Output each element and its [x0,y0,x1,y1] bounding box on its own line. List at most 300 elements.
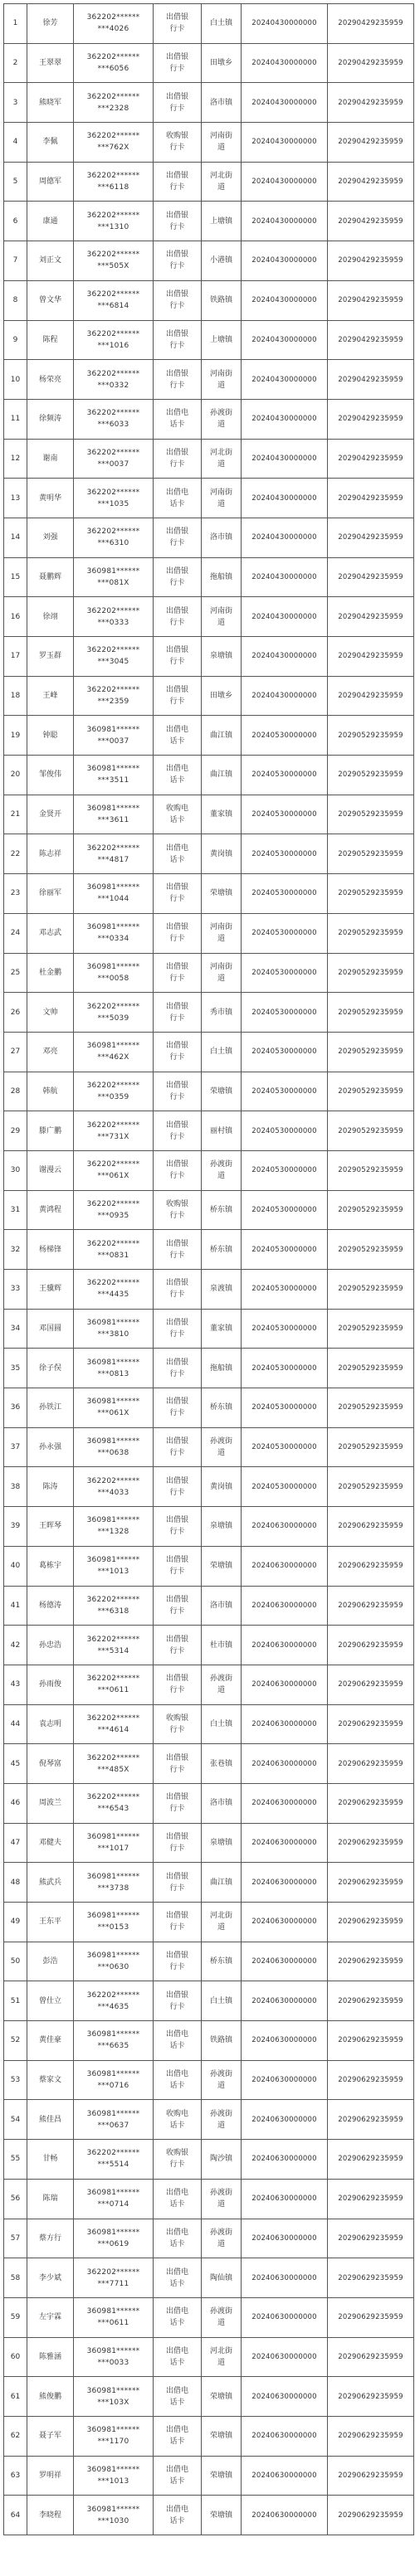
person-name-cell: 曾仕立 [27,1981,74,2021]
id-number-cell: 362202****** ***6318 [74,1586,154,1626]
id-number-cell: 360981****** ***6635 [74,2021,154,2061]
id-number-cell: 360981****** ***1013 [74,2456,154,2496]
start-date-cell: 20240430000000 [242,597,328,637]
row-number-cell: 7 [4,241,27,281]
end-date-cell: 20290529235959 [328,953,414,993]
end-date-cell: 20290529235959 [328,1072,414,1111]
end-date-cell: 20290629235959 [328,2297,414,2337]
person-name-cell: 陈瑞 [27,2179,74,2219]
table-row [4,1349,414,1388]
end-date-cell: 20290629235959 [328,2060,414,2100]
table-row [4,2297,414,2337]
start-date-cell: 20240430000000 [242,4,328,44]
row-number-cell: 9 [4,320,27,360]
id-number-cell: 360981****** ***0033 [74,2337,154,2377]
table-row [4,1665,414,1704]
start-date-cell: 20240530000000 [242,1190,328,1230]
violation-type-cell: 出借银 行卡 [154,1981,202,2021]
end-date-cell: 20290429235959 [328,399,414,439]
violation-type-cell: 出借电 话卡 [154,2337,202,2377]
violation-type-cell: 出借电 话卡 [154,2496,202,2535]
end-date-cell: 20290429235959 [328,676,414,716]
id-number-cell: 362202****** ***485X [74,1744,154,1784]
person-name-cell: 邓国圆 [27,1309,74,1349]
person-name-cell: 徐芳 [27,4,74,44]
start-date-cell: 20240630000000 [242,1863,328,1903]
end-date-cell: 20290429235959 [328,162,414,202]
end-date-cell: 20290629235959 [328,2377,414,2417]
start-date-cell: 20240530000000 [242,1467,328,1507]
id-number-cell: 362202****** ***061X [74,1150,154,1190]
id-number-cell: 362202****** ***6814 [74,280,154,320]
violation-type-cell: 出借银 行卡 [154,1507,202,1547]
end-date-cell: 20290429235959 [328,4,414,44]
town-cell: 孙渡街 道 [202,2179,242,2219]
violation-type-cell: 出借银 行卡 [154,320,202,360]
start-date-cell: 20240430000000 [242,518,328,557]
id-number-cell: 360981****** ***0334 [74,913,154,953]
violation-type-cell: 出借银 行卡 [154,1546,202,1586]
start-date-cell: 20240530000000 [242,756,328,795]
start-date-cell: 20240430000000 [242,637,328,677]
row-number-cell: 44 [4,1704,27,1744]
start-date-cell: 20240530000000 [242,716,328,756]
id-number-cell: 362202****** ***6310 [74,518,154,557]
start-date-cell: 20240530000000 [242,1309,328,1349]
town-cell: 曲江镇 [202,716,242,756]
row-number-cell: 19 [4,716,27,756]
row-number-cell: 28 [4,1072,27,1111]
town-cell: 河北街 道 [202,162,242,202]
start-date-cell: 20240530000000 [242,1388,328,1428]
id-number-cell: 362202****** ***762X [74,123,154,163]
start-date-cell: 20240630000000 [242,2021,328,2061]
start-date-cell: 20240630000000 [242,2416,328,2456]
violation-type-cell: 出借银 行卡 [154,518,202,557]
id-number-cell: 360981****** ***0714 [74,2179,154,2219]
town-cell: 丽村镇 [202,1111,242,1151]
town-cell: 铁路镇 [202,2021,242,2061]
row-number-cell: 25 [4,953,27,993]
id-number-cell: 362202****** ***0359 [74,1072,154,1111]
table-row [4,874,414,914]
row-number-cell: 34 [4,1309,27,1349]
id-number-cell: 362202****** ***5314 [74,1626,154,1665]
person-name-cell: 孙永强 [27,1427,74,1467]
id-number-cell: 362202****** ***0831 [74,1230,154,1270]
person-name-cell: 徐翊 [27,597,74,637]
table-row [4,479,414,518]
violation-type-cell: 出借银 行卡 [154,676,202,716]
table-row [4,2140,414,2180]
table-row [4,1032,414,1072]
id-number-cell: 360981****** ***1328 [74,1507,154,1547]
town-cell: 泉塘镇 [202,1507,242,1547]
town-cell: 田墩乡 [202,676,242,716]
start-date-cell: 20240630000000 [242,2179,328,2219]
start-date-cell: 20240530000000 [242,834,328,874]
row-number-cell: 55 [4,2140,27,2180]
end-date-cell: 20290629235959 [328,2496,414,2535]
end-date-cell: 20290529235959 [328,993,414,1033]
id-number-cell: 362202****** ***6543 [74,1783,154,1823]
end-date-cell: 20290429235959 [328,637,414,677]
person-name-cell: 韩航 [27,1072,74,1111]
start-date-cell: 20240630000000 [242,2140,328,2180]
row-number-cell: 33 [4,1270,27,1310]
start-date-cell: 20240530000000 [242,913,328,953]
end-date-cell: 20290629235959 [328,1981,414,2021]
person-name-cell: 陈志祥 [27,834,74,874]
violation-type-cell: 出借银 行卡 [154,1150,202,1190]
id-number-cell: 362202****** ***731X [74,1111,154,1151]
row-number-cell: 52 [4,2021,27,2061]
end-date-cell: 20290629235959 [328,1783,414,1823]
row-number-cell: 56 [4,2179,27,2219]
town-cell: 河北街 道 [202,439,242,479]
town-cell: 孙渡街 道 [202,1665,242,1704]
row-number-cell: 15 [4,557,27,597]
id-number-cell: 360981****** ***081X [74,557,154,597]
violation-type-cell: 出借银 行卡 [154,1586,202,1626]
start-date-cell: 20240530000000 [242,953,328,993]
start-date-cell: 20240430000000 [242,439,328,479]
start-date-cell: 20240630000000 [242,2258,328,2298]
town-cell: 荣塘镇 [202,2456,242,2496]
end-date-cell: 20290529235959 [328,756,414,795]
table-row [4,320,414,360]
end-date-cell: 20290429235959 [328,479,414,518]
table-row [4,716,414,756]
town-cell: 白土镇 [202,1981,242,2021]
start-date-cell: 20240430000000 [242,280,328,320]
table-row [4,1863,414,1903]
table-row [4,1704,414,1744]
id-number-cell: 362202****** ***3045 [74,637,154,677]
town-cell: 河南街 道 [202,479,242,518]
town-cell: 孙渡街 道 [202,2060,242,2100]
id-number-cell: 360981****** ***0638 [74,1427,154,1467]
person-name-cell: 金贤开 [27,795,74,834]
start-date-cell: 20240430000000 [242,557,328,597]
person-name-cell: 黄佳豪 [27,2021,74,2061]
person-name-cell: 邹俊伟 [27,756,74,795]
id-number-cell: 362202****** ***1310 [74,202,154,241]
start-date-cell: 20240430000000 [242,202,328,241]
violation-type-cell: 出借电 话卡 [154,2021,202,2061]
row-number-cell: 61 [4,2377,27,2417]
end-date-cell: 20290629235959 [328,2337,414,2377]
table-row [4,280,414,320]
id-number-cell: 362202****** ***4026 [74,4,154,44]
person-name-cell: 袁志明 [27,1704,74,1744]
row-number-cell: 18 [4,676,27,716]
violation-type-cell: 出借银 行卡 [154,43,202,83]
violation-type-cell: 出借电 话卡 [154,2060,202,2100]
end-date-cell: 20290429235959 [328,241,414,281]
start-date-cell: 20240530000000 [242,1270,328,1310]
violation-type-cell: 收购银 行卡 [154,2140,202,2180]
end-date-cell: 20290629235959 [328,1546,414,1586]
town-cell: 河南街 道 [202,123,242,163]
person-name-cell: 王翠翠 [27,43,74,83]
id-number-cell: 360981****** ***0058 [74,953,154,993]
row-number-cell: 58 [4,2258,27,2298]
table-row [4,123,414,163]
person-name-cell: 王骥辉 [27,1270,74,1310]
start-date-cell: 20240530000000 [242,1111,328,1151]
person-name-cell: 聂子军 [27,2416,74,2456]
table-row [4,557,414,597]
id-number-cell: 362202****** ***2328 [74,83,154,123]
violation-type-cell: 出借银 行卡 [154,637,202,677]
row-number-cell: 42 [4,1626,27,1665]
violation-type-cell: 出借银 行卡 [154,1903,202,1942]
row-number-cell: 27 [4,1032,27,1072]
row-number-cell: 40 [4,1546,27,1586]
person-name-cell: 黄明华 [27,479,74,518]
person-name-cell: 聂鹏辉 [27,557,74,597]
start-date-cell: 20240430000000 [242,162,328,202]
violation-type-cell: 出借银 行卡 [154,874,202,914]
violation-type-cell: 出借银 行卡 [154,1111,202,1151]
start-date-cell: 20240430000000 [242,123,328,163]
start-date-cell: 20240530000000 [242,1427,328,1467]
end-date-cell: 20290629235959 [328,2100,414,2140]
table-row [4,2456,414,2496]
id-number-cell: 360981****** ***0637 [74,2100,154,2140]
violation-type-cell: 出借电 话卡 [154,834,202,874]
end-date-cell: 20290629235959 [328,1626,414,1665]
violation-type-cell: 出借银 行卡 [154,1230,202,1270]
id-number-cell: 360981****** ***0611 [74,2297,154,2337]
town-cell: 上塘镇 [202,202,242,241]
violation-type-cell: 出借银 行卡 [154,913,202,953]
id-number-cell: 362202****** ***5039 [74,993,154,1033]
end-date-cell: 20290529235959 [328,1111,414,1151]
town-cell: 泉塘镇 [202,637,242,677]
violation-type-cell: 出借银 行卡 [154,439,202,479]
end-date-cell: 20290629235959 [328,1586,414,1626]
violation-type-cell: 出借银 行卡 [154,241,202,281]
person-name-cell: 王峰 [27,676,74,716]
person-name-cell: 刘正文 [27,241,74,281]
id-number-cell: 360981****** ***462X [74,1032,154,1072]
table-row [4,43,414,83]
town-cell: 张巷镇 [202,1744,242,1784]
table-row [4,2377,414,2417]
town-cell: 洛市镇 [202,83,242,123]
end-date-cell: 20290629235959 [328,1507,414,1547]
row-number-cell: 47 [4,1823,27,1863]
person-name-cell: 陈涛 [27,1467,74,1507]
violation-type-cell: 出借银 行卡 [154,1823,202,1863]
table-row [4,953,414,993]
row-number-cell: 57 [4,2219,27,2258]
table-row [4,993,414,1033]
id-number-cell: 360981****** ***0716 [74,2060,154,2100]
id-number-cell: 360981****** ***3511 [74,756,154,795]
town-cell: 泉渡镇 [202,1270,242,1310]
id-number-cell: 362202****** ***7711 [74,2258,154,2298]
person-name-cell: 杨荣亮 [27,360,74,400]
violation-type-cell: 出借银 行卡 [154,1626,202,1665]
town-cell: 白土镇 [202,4,242,44]
id-number-cell: 360981****** ***103X [74,2377,154,2417]
violation-type-cell: 出借银 行卡 [154,1349,202,1388]
row-number-cell: 14 [4,518,27,557]
end-date-cell: 20290629235959 [328,2456,414,2496]
town-cell: 孙渡街 道 [202,2100,242,2140]
violation-type-cell: 出借银 行卡 [154,1072,202,1111]
town-cell: 桥东镇 [202,1942,242,1981]
start-date-cell: 20240430000000 [242,360,328,400]
table-row [4,1981,414,2021]
table-row [4,2258,414,2298]
end-date-cell: 20290429235959 [328,43,414,83]
row-number-cell: 59 [4,2297,27,2337]
start-date-cell: 20240630000000 [242,2337,328,2377]
person-name-cell: 李佩 [27,123,74,163]
person-name-cell: 倪琴富 [27,1744,74,1784]
id-number-cell: 362202****** ***0935 [74,1190,154,1230]
violation-type-cell: 出借银 行卡 [154,557,202,597]
town-cell: 洛市镇 [202,518,242,557]
start-date-cell: 20240530000000 [242,874,328,914]
person-name-cell: 罗明祥 [27,2456,74,2496]
row-number-cell: 5 [4,162,27,202]
start-date-cell: 20240630000000 [242,1903,328,1942]
table-row [4,1270,414,1310]
town-cell: 孙渡街 道 [202,1150,242,1190]
table-row [4,1190,414,1230]
id-number-cell: 362202****** ***6033 [74,399,154,439]
start-date-cell: 20240430000000 [242,241,328,281]
id-number-cell: 360981****** ***3611 [74,795,154,834]
table-row [4,1072,414,1111]
person-name-cell: 谢南 [27,439,74,479]
town-cell: 荣塘镇 [202,874,242,914]
start-date-cell: 20240430000000 [242,83,328,123]
start-date-cell: 20240630000000 [242,1942,328,1981]
town-cell: 陶仙镇 [202,2258,242,2298]
end-date-cell: 20290529235959 [328,1427,414,1467]
table-row [4,2100,414,2140]
person-name-cell: 邓亮 [27,1032,74,1072]
town-cell: 河南街 道 [202,597,242,637]
town-cell: 杜市镇 [202,1626,242,1665]
violation-type-cell: 出借银 行卡 [154,1863,202,1903]
person-name-cell: 杨梯锋 [27,1230,74,1270]
person-name-cell: 刘强 [27,518,74,557]
violation-type-cell: 出借银 行卡 [154,1427,202,1467]
row-number-cell: 21 [4,795,27,834]
table-row [4,518,414,557]
end-date-cell: 20290629235959 [328,1665,414,1704]
row-number-cell: 23 [4,874,27,914]
town-cell: 洛市镇 [202,1783,242,1823]
violation-type-cell: 出借银 行卡 [154,1270,202,1310]
row-number-cell: 8 [4,280,27,320]
id-number-cell: 360981****** ***0037 [74,716,154,756]
end-date-cell: 20290429235959 [328,202,414,241]
table-row [4,2219,414,2258]
end-date-cell: 20290529235959 [328,913,414,953]
table-row [4,2337,414,2377]
end-date-cell: 20290429235959 [328,518,414,557]
id-number-cell: 362202****** ***1016 [74,320,154,360]
town-cell: 田墩乡 [202,43,242,83]
table-row [4,913,414,953]
person-name-cell: 蔡家文 [27,2060,74,2100]
person-name-cell: 陈雅涵 [27,2337,74,2377]
town-cell: 黄岗镇 [202,1467,242,1507]
id-number-cell: 362202****** ***505X [74,241,154,281]
table-body [4,4,414,2535]
start-date-cell: 20240630000000 [242,1704,328,1744]
table-row [4,2416,414,2456]
end-date-cell: 20290429235959 [328,280,414,320]
violation-type-cell: 收购电 话卡 [154,2100,202,2140]
row-number-cell: 50 [4,1942,27,1981]
table-row [4,1903,414,1942]
row-number-cell: 29 [4,1111,27,1151]
town-cell: 河南街 道 [202,360,242,400]
row-number-cell: 35 [4,1349,27,1388]
id-number-cell: 360981****** ***3738 [74,1863,154,1903]
row-number-cell: 45 [4,1744,27,1784]
town-cell: 桥东镇 [202,1230,242,1270]
town-cell: 河南街 道 [202,953,242,993]
person-name-cell: 王东平 [27,1903,74,1942]
row-number-cell: 43 [4,1665,27,1704]
violation-type-cell: 出借电 话卡 [154,2219,202,2258]
row-number-cell: 2 [4,43,27,83]
violation-type-cell: 出借银 行卡 [154,1467,202,1507]
end-date-cell: 20290629235959 [328,1744,414,1784]
violation-type-cell: 出借银 行卡 [154,1665,202,1704]
person-name-cell: 彭浩 [27,1942,74,1981]
table-row [4,676,414,716]
person-name-cell: 徐频涛 [27,399,74,439]
town-cell: 荣塘镇 [202,2496,242,2535]
violation-type-cell: 出借银 行卡 [154,1744,202,1784]
id-number-cell: 360981****** ***3810 [74,1309,154,1349]
table-row [4,1744,414,1784]
violation-type-cell: 出借电 话卡 [154,716,202,756]
person-name-cell: 邓健夫 [27,1823,74,1863]
id-number-cell: 362202****** ***0611 [74,1665,154,1704]
row-number-cell: 38 [4,1467,27,1507]
id-number-cell: 362202****** ***4435 [74,1270,154,1310]
start-date-cell: 20240430000000 [242,479,328,518]
start-date-cell: 20240430000000 [242,43,328,83]
table-row [4,2496,414,2535]
town-cell: 陶沙镇 [202,2140,242,2180]
id-number-cell: 362202****** ***4614 [74,1704,154,1744]
end-date-cell: 20290429235959 [328,439,414,479]
town-cell: 荣塘镇 [202,2377,242,2417]
end-date-cell: 20290429235959 [328,360,414,400]
end-date-cell: 20290429235959 [328,83,414,123]
row-number-cell: 12 [4,439,27,479]
person-name-cell: 王晖琴 [27,1507,74,1547]
id-number-cell: 360981****** ***0619 [74,2219,154,2258]
person-name-cell: 文帅 [27,993,74,1033]
row-number-cell: 26 [4,993,27,1033]
row-number-cell: 10 [4,360,27,400]
person-name-cell: 周德军 [27,162,74,202]
